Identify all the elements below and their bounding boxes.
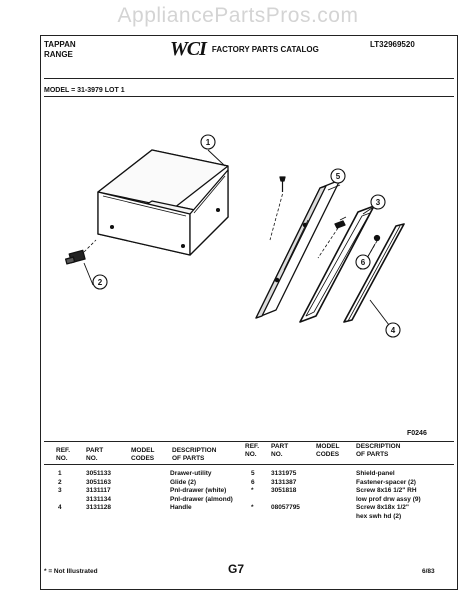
watermark: AppliancePartsPros.com: [117, 4, 359, 27]
header-ref-right: REF. NO.: [245, 443, 260, 458]
header-rule: [44, 78, 454, 79]
callout-4: 4: [390, 326, 396, 335]
header-part-left: PART NO.: [86, 447, 104, 462]
not-illustrated-note: * = Not Illustrated: [44, 568, 98, 575]
catalog-title-block: [170, 40, 319, 58]
header-desc-right: DESCRIPTION OF PARTS: [356, 443, 401, 458]
brand-line-1: TAPPAN: [44, 40, 76, 49]
catalog-title: FACTORY PARTS CATALOG: [211, 44, 319, 54]
page-number: G7: [228, 562, 245, 576]
catalog-date: 6/83: [422, 568, 435, 575]
callout-3: 3: [375, 198, 381, 207]
header-desc-left: DESCRIPTION OF PARTS: [172, 447, 217, 462]
exploded-parts-diagram: [40, 120, 440, 430]
wci-logo: WCI: [170, 38, 206, 60]
callout-1: 1: [205, 138, 211, 147]
callout-6: 6: [360, 258, 366, 267]
model-rule: [44, 96, 454, 97]
header-model-left: MODEL CODES: [131, 447, 155, 462]
header-model-right: MODEL CODES: [316, 443, 340, 458]
callout-2: 2: [97, 278, 103, 287]
table-header-rule: [44, 464, 454, 465]
model-label: MODEL = 31-3979 LOT 1: [44, 87, 125, 94]
figure-code: F0246: [407, 430, 427, 437]
table-top-rule: [44, 441, 454, 442]
glide-drawing: [66, 240, 96, 264]
callout-5: 5: [335, 172, 341, 181]
shield-panel-drawing: [256, 180, 340, 318]
catalog-code: LT32969520: [370, 40, 415, 49]
header-part-right: PART NO.: [271, 443, 289, 458]
brand-line-2: RANGE: [44, 50, 73, 59]
utility-drawer-drawing: [98, 150, 228, 255]
brand-block: [44, 40, 76, 60]
header-ref-left: REF. NO.: [56, 447, 71, 462]
screw-drawing: [270, 177, 285, 240]
